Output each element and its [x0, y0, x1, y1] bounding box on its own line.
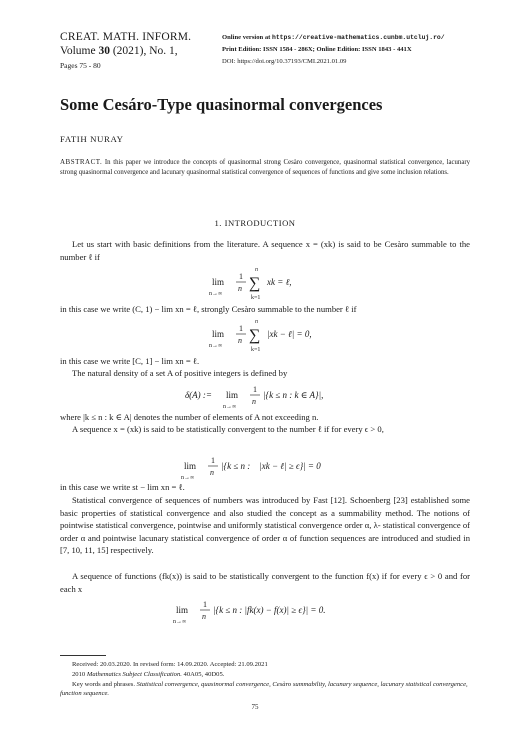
- abstract-label: ABSTRACT.: [60, 158, 103, 166]
- doi-line[interactable]: DOI: https://doi.org/10.37193/CMI.2021.01.09: [222, 58, 347, 65]
- eq1-lim-sub: n→∞: [209, 291, 223, 297]
- paper-title: Some Cesáro-Type quasinormal convergences: [60, 95, 383, 114]
- eq5-frac-den: n: [202, 612, 206, 621]
- paragraph-5b: Statistical convergence of sequences of numbers was introduced by Fast [12]. Schoenberg [23] established some basic properties of statistical convergence and also studied the concept as a summability method. The notions of pointwise statistical convergence, pointwise and uniformly statistical convergence order α, λ- statistical convergence of order α and pointwise lacunary statistical convergence of order α of function sequences are introduced and studied in [7, 10, 11, 15] respectively.: [60, 495, 470, 556]
- eq3-frac-den: n: [252, 397, 256, 406]
- eq5-lim: lim: [176, 605, 189, 615]
- online-url-link[interactable]: https://creative-mathematics.cunbm.utcluj.ro/: [272, 34, 445, 41]
- paragraph-4b: A sequence x = (xk) is said to be statistically convergent to the number ℓ if for every ϵ > 0,: [72, 424, 384, 434]
- equation-3: [60, 381, 470, 415]
- journal-pages: Pages 75 - 80: [60, 61, 101, 70]
- section-heading-introduction: 1. INTRODUCTION: [214, 218, 296, 228]
- eq5-body: |{k ≤ n : |fk(x) − f(x)| ≥ ϵ}| = 0.: [213, 605, 326, 615]
- paragraph-4a: where |k ≤ n : k ∈ A| denotes the number of elements of A not exceeding n.: [60, 412, 319, 422]
- eq1-sum-top: n: [255, 267, 258, 273]
- eq4-lim: lim: [184, 461, 197, 471]
- eq3-body: |{k ≤ n : k ∈ A}|,: [263, 390, 324, 400]
- paragraph-1: Let us start with basic definitions from the literature. A sequence x = (xk) is said to be Cesàro summable to the number ℓ if: [60, 239, 470, 262]
- page-number: 75: [251, 703, 259, 711]
- paragraph-5a: in this case we write st − lim xn = ℓ.: [60, 482, 185, 492]
- eq1-body: xk = ℓ,: [267, 277, 292, 287]
- footnote-received: Received: 20.03.2020. In revised form: 14.09.2020. Accepted: 21.09.2021: [72, 661, 268, 668]
- journal-volume: Volume 30 (2021), No. 1,: [60, 45, 178, 57]
- paragraph-3b: The natural density of a set A of positive integers is defined by: [72, 368, 288, 378]
- eq3-lim-sub: n→∞: [223, 404, 237, 410]
- online-version: Online version at https://creative-mathematics.cunbm.utcluj.ro/: [222, 34, 445, 41]
- journal-name: CREAT. MATH. INFORM.: [60, 31, 192, 43]
- eq1-frac-num: 1: [239, 272, 243, 281]
- equation-2: [60, 318, 470, 352]
- footnote-keywords: Key words and phrases. Statistical convergence, quasinormal convergence, Cesàro summability, lacunary sequence, lacunary statistical convergence, function sequence.: [60, 681, 468, 698]
- abstract: [60, 157, 470, 178]
- eq5-lim-sub: n→∞: [173, 619, 187, 625]
- equation-1: [60, 266, 470, 300]
- eq3-lim: lim: [226, 390, 239, 400]
- eq4-lim-sub: n→∞: [181, 475, 195, 481]
- eq2-sum-top: n: [255, 319, 258, 325]
- footnote-msc: 2010 Mathematics Subject Classification. 40A05, 40D05.: [72, 671, 225, 678]
- eq2-lim: lim: [212, 329, 225, 339]
- eq2-lim-sub: n→∞: [209, 343, 223, 349]
- abstract-text: In this paper we introduce the concepts of quasinormal strong Cesàro convergence, quasinormal statistical convergence, lacunary strong quasinormal convergence and lacunary quasinormal statistical convergence of sequences of functions and give some inclusion relations.: [60, 159, 470, 177]
- paper-author: FATIH NURAY: [60, 134, 124, 144]
- journal-header-right: [222, 32, 502, 68]
- equation-5: [60, 596, 470, 630]
- eq1-sum-bot: k=1: [251, 295, 261, 301]
- paragraph-2: in this case we write (C, 1) − lim xn = ℓ, strongly Cesàro summable to the number ℓ if: [60, 304, 357, 314]
- paragraph-3a: in this case we write [C, 1] − lim xn = ℓ.: [60, 356, 200, 366]
- paragraph-5c: A sequence of functions (fk(x)) is said to be statistically convergent to the function f(x) if for every ϵ > 0 and for each x: [60, 571, 470, 594]
- eq2-frac-num: 1: [239, 324, 243, 333]
- eq2-sum-bot: k=1: [251, 347, 261, 353]
- eq2-body: |xk − ℓ| = 0,: [267, 329, 312, 339]
- eq1-sigma: ∑: [249, 275, 261, 292]
- eq4-frac-den: n: [210, 468, 214, 477]
- footnote-divider: [60, 655, 106, 656]
- eq4-frac-num: 1: [211, 456, 215, 465]
- eq2-frac-den: n: [238, 336, 242, 345]
- eq3-frac-num: 1: [253, 385, 257, 394]
- eq1-lim: lim: [212, 277, 225, 287]
- eq3-lhs: δ(A) :=: [185, 390, 212, 400]
- journal-header-left: [60, 30, 220, 73]
- issn-line: Print Edition: ISSN 1584 - 286X; Online Edition: ISSN 1843 - 441X: [222, 46, 412, 53]
- eq4-body: |{k ≤ n : |xk − ℓ| ≥ ϵ}| = 0: [221, 461, 321, 471]
- eq5-frac-num: 1: [203, 600, 207, 609]
- eq2-sigma: ∑: [249, 327, 261, 344]
- eq1-frac-den: n: [238, 284, 242, 293]
